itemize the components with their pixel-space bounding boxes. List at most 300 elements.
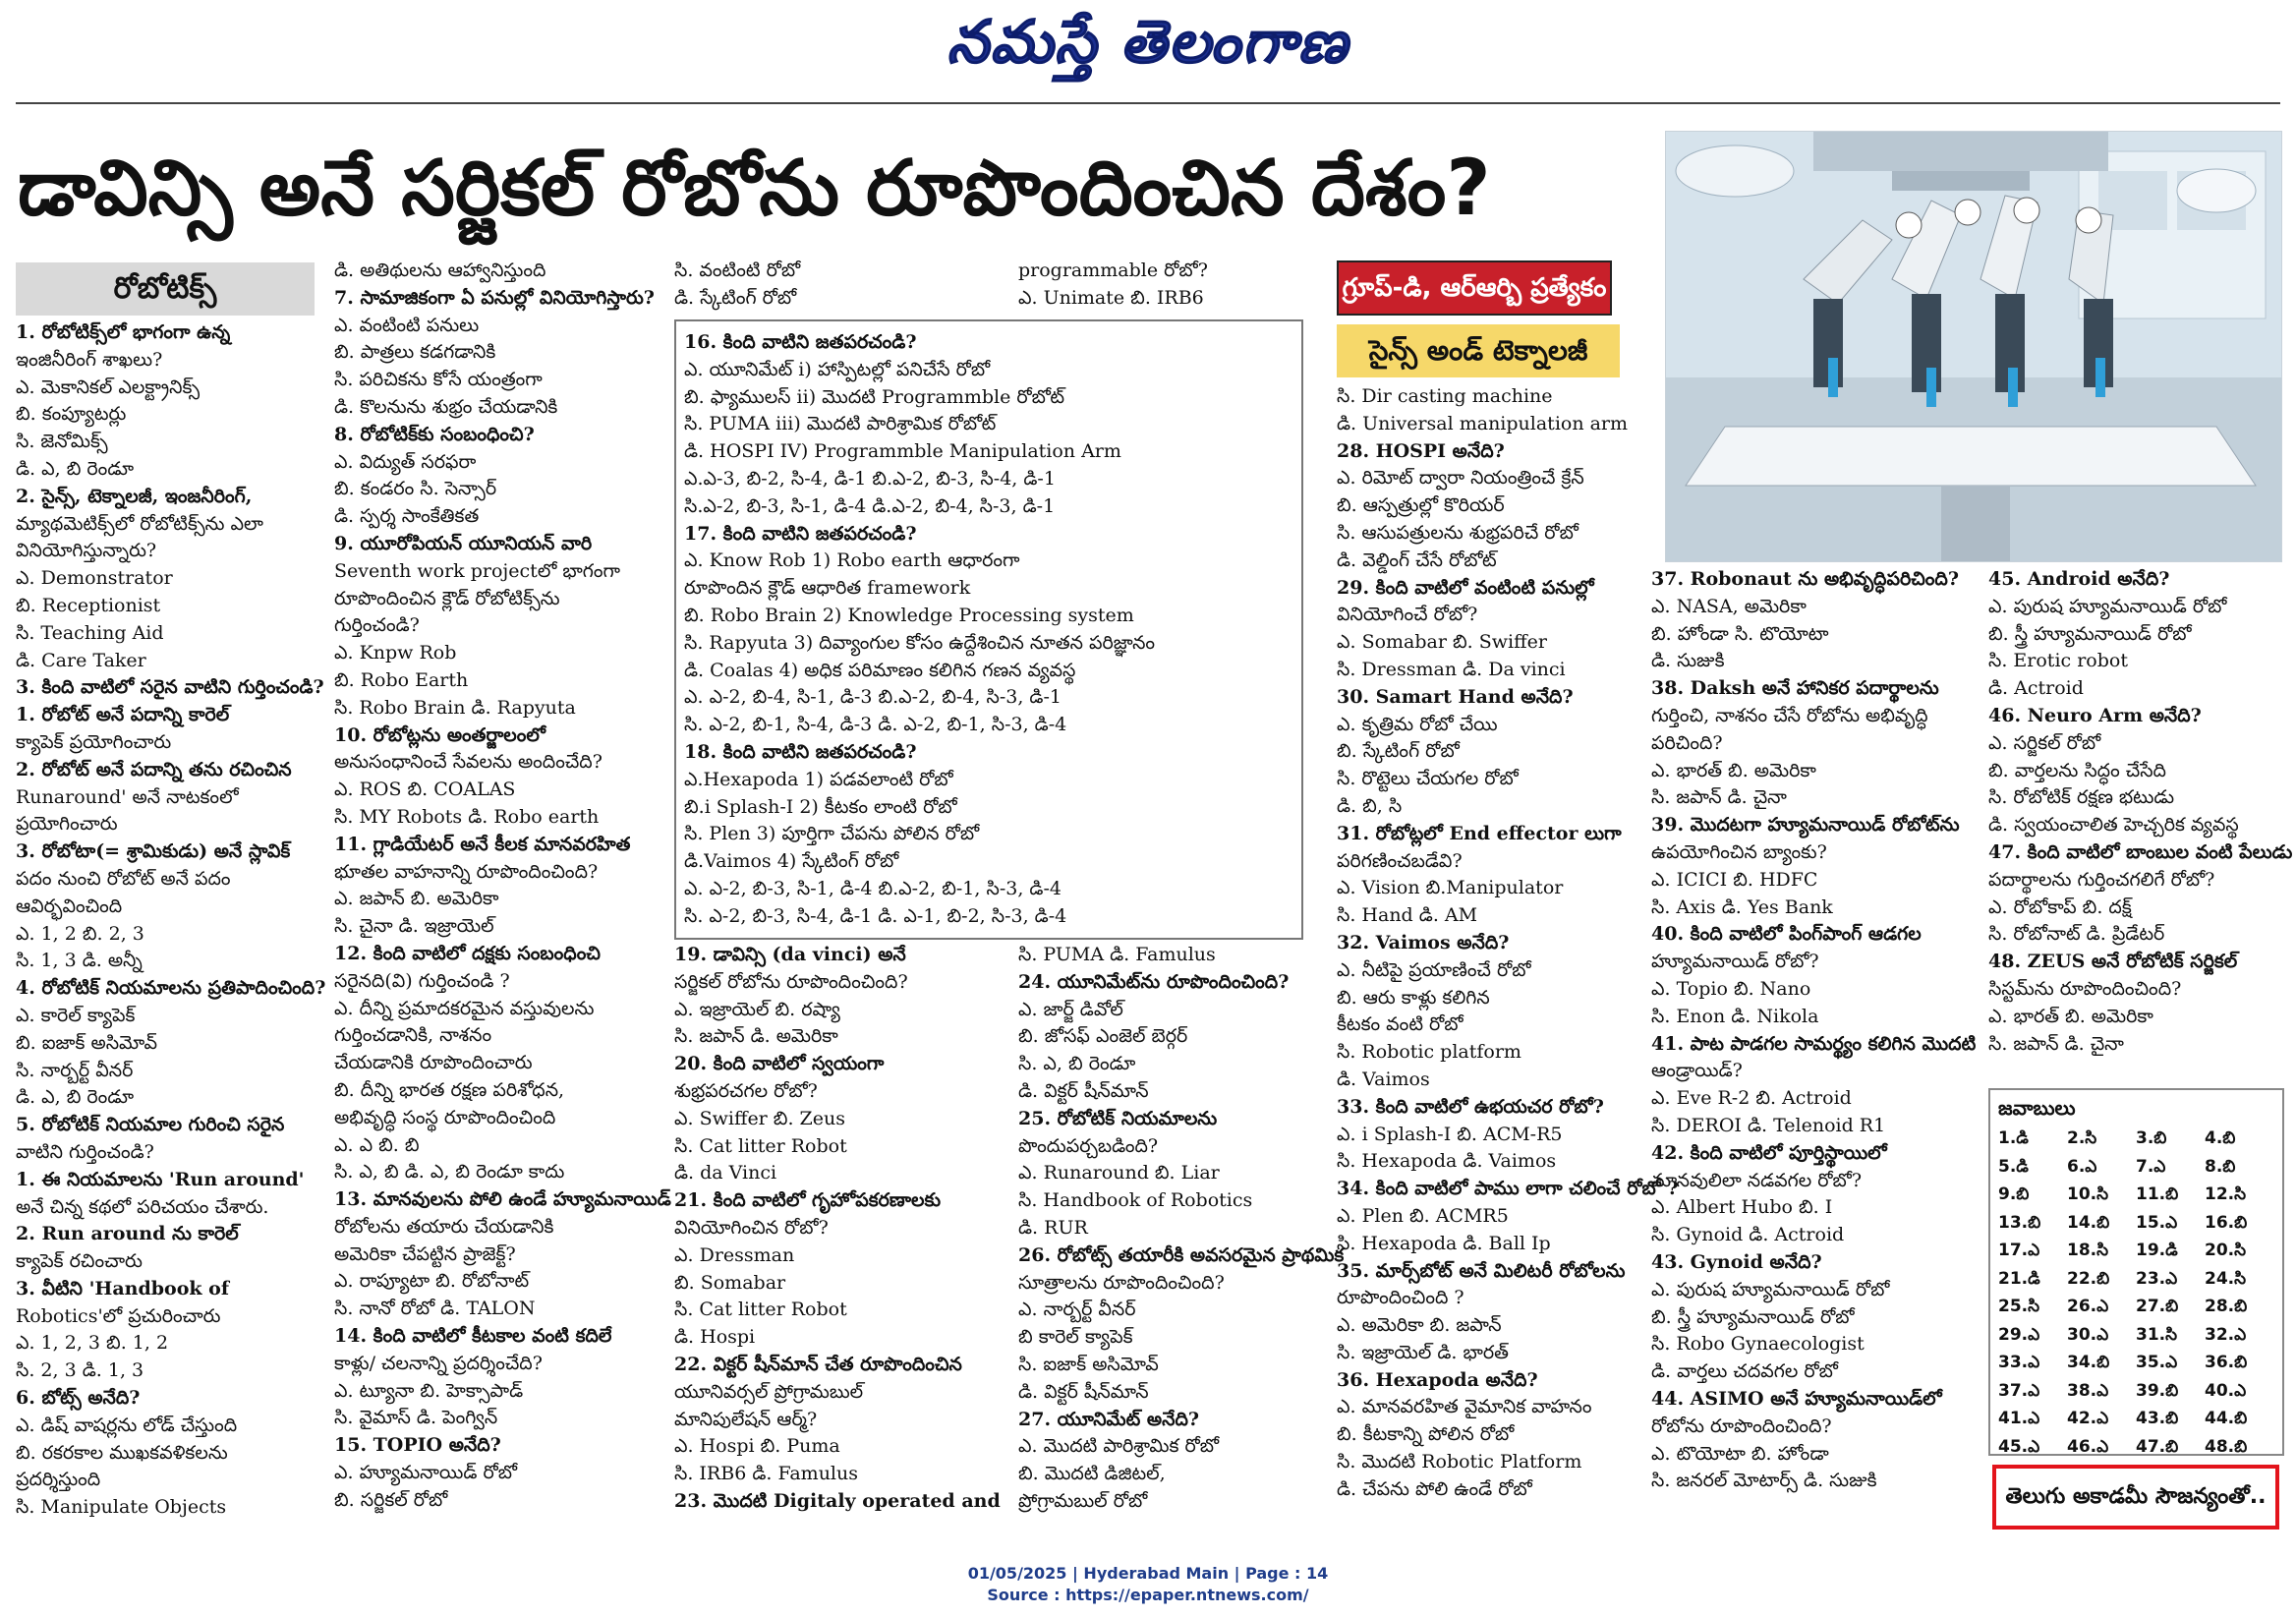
question-column-3 [674,942,1018,1531]
question-line: 3. వీటిని 'Handbook of [16,1277,230,1299]
question-line: డి. స్వయంచాలిత హెచ్చరిక వ్యవస్థ [1988,814,2239,837]
question-line: డి.Vaimos 4) స్కేటింగ్ రోబో [684,850,899,873]
question-line: ఎ. పురుష హ్యూమనాయిడ్ రోబో [1988,595,2227,617]
headline: డావిన్సి అనే సర్జికల్ రోబోను రూపొందించిన దేశం? [18,144,1491,233]
question-line: ఎ. Dressman [674,1243,795,1266]
question-line: సర్జికల్ రోబోను రూపొందించింది? [674,970,908,993]
question-line: ఎ. Runaround బి. Liar [1018,1162,1220,1184]
question-line: సి. 1, 3 డి. అన్నీ [16,950,143,972]
answer-cell: 11.బి [2136,1184,2179,1205]
question-line: డి. RUR [1018,1216,1088,1239]
question-line: డి. అతిథులను ఆహ్వానిస్తుంది [334,260,546,281]
masthead [0,8,2296,88]
question-line: బి. ఐజాక్ అసిమోవ్ [16,1031,158,1054]
question-line: సి. రొట్టెలు చేయగల రోబో [1337,768,1519,790]
question-column-4 [1018,942,1345,1531]
answer-cell: 34.బి [2067,1353,2110,1373]
question-line: ఎ. Plen బి. ACMR5 [1337,1204,1509,1227]
question-line: ఎ. డిష్ వాషర్లను లోడ్ చేస్తుంది [16,1414,238,1436]
question-line: 16. కింది వాటిని జతపరచండి? [684,331,917,353]
question-line: 47. కింది వాటిలో బాంబుల వంటి పేలుడు [1988,840,2293,863]
answer-cell: 46.ఎ [2067,1436,2109,1457]
answer-cell: 43.బి [2136,1409,2179,1429]
answer-cell: 15.ఎ [2136,1212,2178,1233]
question-line: బి. ఆస్పత్రుల్లో కొరియర్ [1337,494,1505,517]
answer-cell: 20.సి [2205,1241,2247,1261]
question-line: 1. రోబోటిక్స్‌లో భాగంగా ఉన్న [16,321,231,343]
question-line: 31. రోబోట్లలో End effector లుగా [1337,822,1622,844]
question-line: సి. రోబోనాట్ డి. ప్రిడేటర్ [1988,923,2165,946]
question-line: సి. ఎ, బి డి. ఎ, బి రెండూ కాదు [334,1161,565,1184]
question-line: ఎ. Somabar బి. Swiffer [1337,631,1547,654]
question-line: కీటకం వంటి రోబో [1337,1013,1464,1036]
question-line: సి. Hexapoda డి. Ball Ip [1337,1232,1551,1254]
question-line: సి. Cat litter Robot [674,1299,847,1321]
question-line: క్యాపెక్ రచించారు [16,1250,143,1273]
question-line: 29. కింది వాటిలో వంటింటి పనుల్లో [1337,576,1594,599]
surgical-robot-photo [1665,131,2282,562]
question-line: 15. TOPIO అనేది? [334,1434,501,1457]
question-line: రూపొందించింది ? [1337,1287,1464,1309]
question-line: డి. ఎ, బి రెండూ [16,1086,135,1109]
question-line: 39. మొదటగా హ్యూమనాయిడ్ రోబోట్‌ను [1651,814,1960,837]
question-line: సి. పరిచికను కోసే యంత్రంగా [334,369,543,391]
question-line: బి. హోండా సి. టొయోటా [1651,622,1829,645]
question-line: 11. గ్లాడియేటర్ అనే కీలక మానవరహిత [334,833,631,855]
answer-cell: 12.సి [2205,1184,2247,1205]
question-line: బి. కంప్యూటర్లు [16,403,127,426]
question-line: ఎ. కారెల్ క్యాపెక్ [16,1004,136,1026]
answer-row [1998,1435,2273,1464]
question-line: ఎ. టొయోటా బి. హోండా [1651,1442,1829,1465]
question-line: బి. Receptionist [16,594,161,616]
question-column-4-top [1018,258,1313,317]
question-line: ఎ. భారత్ బి. అమెరికా [1651,759,1816,781]
answer-cell: 31.సి [2136,1324,2178,1345]
question-line: ఎ. Eve R-2 బి. Actroid [1651,1087,1852,1110]
answer-cell: 33.ఎ [1998,1353,2040,1373]
answer-cell: 39.బి [2136,1380,2179,1401]
question-line: 12. కింది వాటిలో దక్షకు సంబంధించి [334,942,601,964]
question-line: క్యాపెక్ ప్రయోగించారు [16,730,172,753]
question-line: ఎ. Knpw Rob [334,642,457,664]
question-line: కాళ్లు/ చలనాన్ని ప్రదర్శించేది? [334,1352,543,1374]
question-line: డి. వార్తలు చదవగల రోబో [1651,1360,1838,1383]
answer-cell: 7.ఎ [2136,1156,2166,1177]
question-line: 13. మానవులను పోలి ఉండే హ్యూమనాయిడ్ [334,1188,671,1211]
question-line: డి. చేపను పోలి ఉండే రోబో [1337,1477,1532,1500]
question-line: సి. ఇజ్రాయెల్ డి. భారత్ [1337,1341,1509,1363]
question-line: ఇంజినీరింగ్ శాఖలు? [16,348,163,371]
question-line: బి. వార్తలను సిద్ధం చేసేది [1988,759,2166,781]
question-line: 30. Samart Hand అనేది? [1337,685,1574,708]
question-line: ఎ. మొదటి పారిశ్రామిక రోబో [1018,1435,1220,1458]
question-line: బి. Robo Earth [334,668,469,691]
question-line: ఎ. ఎ-2, బి-3, సి-1, డి-4 బి.ఎ-2, బి-1, సి-3, డి-4 [684,877,1062,899]
question-line: ఎ. Swiffer బి. Zeus [674,1107,845,1129]
surgical-robot-illustration [1666,132,2281,561]
question-line: ఎ. విద్యుత్ సరఫరా [334,450,477,473]
exam-tag: గ్రూప్-డి, ఆర్ఆర్బి ప్రత్యేకం [1337,260,1612,316]
question-line: 22. విక్టర్ షీన్‌మాన్ చేత రూపొందించిన [674,1353,962,1375]
answer-cell: 21.డి [1998,1268,2040,1289]
question-line: ఆండ్రాయిడ్? [1651,1060,1743,1082]
question-line: ఎ. ROS బి. COALAS [334,779,516,801]
question-line: 42. కింది వాటిలో పూర్తిస్థాయిలో [1651,1141,1887,1164]
question-line: డి. Care Taker [16,649,146,671]
question-line: బి. రకరకాల ముఖకవళికలను [16,1441,228,1464]
question-line: బి. కండరం సి. సెన్సార్ [334,478,497,500]
question-line: సి. జపాన్ డి. చైనా [1988,1032,2124,1055]
answer-row [1998,1126,2273,1155]
question-line: 43. Gynoid అనేది? [1651,1250,1822,1273]
question-line: సి. Cat litter Robot [674,1134,847,1157]
question-line: పదార్థాలను గుర్తించగలిగే రోబో? [1988,868,2215,891]
question-line: ఉపయోగించిన బ్యాంకు? [1651,840,1827,863]
question-line: డి. Actroid [1988,677,2084,700]
question-line: సి. జనరల్ మోటార్స్ డి. సుజుకి [1651,1470,1877,1492]
question-line: 27. యూనిమేట్ అనేది? [1018,1408,1200,1430]
question-line: హ్యూమనాయిడ్ రోబో? [1651,951,1819,973]
answer-cell: 28.బి [2205,1297,2248,1317]
answer-row [1998,1155,2273,1184]
answer-cell: 4.బి [2205,1128,2236,1149]
question-line: వినియోగించిన రోబో? [674,1216,829,1239]
question-line: ఎ. Demonstrator [16,567,173,590]
question-line: డి. బి, సి [1337,794,1403,817]
question-line: సి. వంటింటి రోబో [674,260,801,281]
question-line: సి. నార్బర్ట్ వీనర్ [16,1059,134,1081]
question-line: అమెరికా చేపట్టిన ప్రాజెక్ట్? [334,1242,516,1265]
question-line: 44. ASIMO అనే హ్యూమనాయిడ్‌లో [1651,1387,1942,1410]
answer-key-table [1998,1126,2273,1463]
question-line: సి. Robotic platform [1337,1041,1521,1064]
question-line: బి. జోసఫ్ ఎంజెల్ బెర్గర్ [1018,1025,1188,1048]
subject-tag: సైన్స్ అండ్ టెక్నాలజీ [1337,324,1620,377]
question-line: 5. రోబోటిక్ నియమాల గురించి సరైన [16,1114,285,1136]
question-line: 41. పాట పాడగల సామర్థ్యం కలిగిన మొదటి [1651,1032,1977,1055]
question-line: ఎ. NASA, అమెరికా [1651,595,1807,617]
question-line: రూపొందించిన క్లౌడ్ రోబోటిక్స్‌ను [334,587,560,609]
question-column-3-top [674,258,999,317]
matching-questions [684,329,1293,929]
question-line: మానిపులేషన్ ఆర్మ్? [674,1408,818,1430]
question-line: సి. Gynoid డి. Actroid [1651,1224,1845,1246]
answer-key-title: జవాబులు [1998,1096,2076,1120]
question-line: 23. మొదటి Digitaly operated and [674,1489,1001,1512]
question-line: డి. Coalas 4) అధిక పరిమాణం కలిగిన గణన వ్యవస్థ [684,659,1076,681]
question-line: 2. సైన్స్, టెక్నాలజీ, ఇంజనీరింగ్, [16,485,253,507]
question-line: సి. IRB6 డి. Famulus [674,1463,858,1485]
question-line: ఎ. Know Rob 1) Robo earth ఆధారంగా [684,549,1020,572]
answer-cell: 32.ఎ [2205,1324,2247,1345]
question-line: 37. Robonaut ను అభివృద్ధిపరిచింది? [1651,568,1959,590]
question-line: బి. మొదటి డిజిటల్, [1018,1463,1166,1485]
question-line: ప్రదర్శిస్తుంది [16,1469,101,1491]
question-line: వాటిని గుర్తించండి? [16,1140,154,1163]
answer-cell: 3.బి [2136,1128,2167,1149]
question-line: గుర్తించండి? [334,614,420,637]
question-line: 6. బోట్స్ అనేది? [16,1387,141,1410]
question-line: 19. డావిన్సి (da vinci) అనే [674,944,906,965]
question-line: 45. Android అనేది? [1988,568,2170,590]
question-line: పదం నుంచి రోబోట్ అనే పదం [16,867,231,890]
question-line: సి. ఎ, బి రెండూ [1018,1053,1136,1075]
question-line: బి.i Splash-I 2) కీటకం లాంటి రోబో [684,795,957,818]
question-line: ఎ. Topio బి. Nano [1651,977,1811,1000]
question-line: శుభ్రపరచగల రోబో? [674,1079,818,1102]
question-line: ఎ. జపాన్ బి. అమెరికా [334,888,499,910]
question-line: సూత్రాలను రూపొందించింది? [1018,1271,1225,1294]
question-line: సి. Plen 3) పూర్తిగా చేపను పోలిన రోబో [684,823,980,845]
question-line: బి. స్త్రీ హ్యూమనాయిడ్ రోబో [1988,622,2192,645]
answer-cell: 45.ఎ [1998,1436,2040,1457]
answer-row [1998,1351,2273,1379]
question-line: 10. రోబోట్లను అంతర్జాలంలో [334,723,545,746]
question-line: డి. Vaimos [1337,1068,1430,1090]
question-line: 21. కింది వాటిలో గృహోపకరణాలకు [674,1189,942,1212]
question-line: డి. Hospi [674,1326,756,1349]
question-line: ఎ. ఎ బి. బి [334,1133,420,1156]
question-line: ఎ. పురుష హ్యూమనాయిడ్ రోబో [1651,1278,1890,1300]
question-line: సి. Teaching Aid [16,621,164,644]
question-line: ఎ. రిమోట్ ద్వారా నియంత్రించే క్రేన్ [1337,467,1584,490]
question-line: సి. Hexapoda డి. Vaimos [1337,1150,1557,1173]
question-line: ఎ. భారత్ బి. అమెరికా [1988,1005,2153,1027]
answer-cell: 25.సి [1998,1297,2040,1317]
question-line: డి. సుజుకి [1651,650,1725,672]
question-line: 2. రోబోట్ అనే పదాన్ని తను రచించిన [16,758,292,780]
question-line: సి. Axis డి. Yes Bank [1651,895,1833,918]
question-line: ఎ. జార్జ్ డివోల్ [1018,998,1123,1020]
question-line: బి. స్త్రీ హ్యూమనాయిడ్ రోబో [1651,1305,1855,1328]
question-line: సి. చైనా డి. ఇజ్రాయెల్ [334,915,494,938]
question-line: సి. ఐజాక్ అసిమోవ్ [1018,1353,1159,1375]
footer-edition: 01/05/2025 | Hyderabad Main | Page : 14 [967,1564,1329,1583]
question-line: ఎ. మానవరహిత వైమానిక వాహనం [1337,1396,1592,1418]
question-line: 26. రోబోట్స్ తయారీకి అవసరమైన ప్రాథమిక [1018,1243,1345,1266]
answer-cell: 47.బి [2136,1436,2179,1457]
question-line: సి. Robo Brain డి. Rapyuta [334,696,576,719]
question-line: 34. కింది వాటిలో పాము లాగా చలించే రోబో ? [1337,1178,1679,1200]
question-line: ఎ. సర్జికల్ రోబో [1988,731,2101,754]
question-line: ఎ. నార్బర్ట్ వీనర్ [1018,1299,1136,1321]
answer-key [1988,1088,2284,1456]
question-line: సి. జపాన్ డి. చైనా [1651,786,1787,809]
answer-cell: 6.ఎ [2067,1156,2097,1177]
answer-cell: 9.బి [1998,1184,2030,1205]
question-line: ఎ. ట్యూనా బి. హెక్సాపాడ్ [334,1379,524,1402]
question-line: సి. Enon డి. Nikola [1651,1005,1819,1027]
question-line: డి. స్కేటింగ్ రోబో [674,286,797,309]
question-line: ఎ. ఇజ్రాయెల్ బి. రష్యా [674,998,840,1020]
masthead-divider [16,102,2280,104]
question-line: ఎ. రోబోకాప్ బి. దక్ష్ [1988,895,2132,918]
answer-row [1998,1407,2273,1435]
answer-cell: 41.ఎ [1998,1409,2040,1429]
answer-cell: 38.ఎ [2067,1380,2109,1401]
answer-cell: 13.బి [1998,1212,2041,1233]
answer-cell: 37.ఎ [1998,1380,2040,1401]
question-column-5 [1337,383,1679,1533]
question-line: సి. వైమాస్ డి. పెంగ్విన్ [334,1407,498,1429]
question-line: సి. ఎ-2, బి-3, సి-4, డి-1 డి. ఎ-1, బి-2, సి-3, డి-4 [684,904,1067,927]
question-line: వినియోగించే రోబో? [1337,604,1478,626]
question-line: బి. సర్జికల్ రోబో [334,1488,448,1511]
question-line: అనే చిన్న కథలో పరిచయం చేశారు. [16,1195,269,1218]
answer-cell: 23.ఎ [2136,1268,2178,1289]
answer-row [1998,1323,2273,1352]
answer-cell: 35.ఎ [2136,1353,2178,1373]
question-line: యూనివర్సల్ ప్రోగ్రామబుల్ [674,1380,864,1403]
answer-row [1998,1183,2273,1211]
answer-cell: 19.డి [2136,1241,2178,1261]
answer-row [1998,1267,2273,1296]
question-line: Robotics'లో ప్రచురించారు [16,1304,221,1327]
footer-source: Source : https://epaper.ntnews.com/ [987,1586,1309,1604]
question-line: బి. కీటకాన్ని పోలిన రోబో [1337,1423,1515,1446]
question-line: 20. కింది వాటిలో స్వయంగా [674,1053,885,1075]
question-line: సరైనది(వి) గుర్తించండి ? [334,969,510,992]
question-line: మ్యాథమెటిక్స్‌లో రోబోటిక్స్‌ను ఎలా [16,512,263,535]
question-line: రోబోలను తయారు చేయడానికి [334,1215,554,1238]
question-line: సి. Handbook of Robotics [1018,1189,1253,1212]
question-line: చేయడానికి రూపొందించారు [334,1052,533,1074]
question-line: సి. PUMA డి. Famulus [1018,944,1216,965]
question-line: బి. దీన్ని భారత రక్షణ పరిశోధన, [334,1078,565,1101]
question-line: డి. Universal manipulation arm [1337,412,1629,434]
answer-cell: 44.బి [2205,1409,2248,1429]
question-line: సి. జెనోమిక్స్ [16,431,108,453]
question-line: 2. Run around ను కారెల్ [16,1223,239,1245]
question-line: 35. మార్స్‌బోట్ అనే మిలిటరీ రోబోలను [1337,1259,1626,1282]
question-line: డి. స్పర్శ సాంకేతికత [334,505,480,528]
question-line: 17. కింది వాటిని జతపరచండి? [684,522,917,545]
question-line: సి. ఎ-2, బి-1, సి-4, డి-3 డి. ఎ-2, బి-1, సి-3, డి-4 [684,714,1067,736]
footer [0,1563,2296,1606]
question-line: 24. యూనిమేట్‌ను రూపొందించింది? [1018,970,1290,993]
question-column-7 [1988,566,2293,1077]
question-line: రోబోను రూపొందించింది? [1651,1415,1832,1437]
question-line: ఎ. Albert Hubo బి. I [1651,1196,1833,1219]
question-line: సి. Manipulate Objects [16,1496,227,1519]
question-line: సిస్టమ్‌ను రూపొందించింది? [1988,977,2182,1000]
question-line: ఎ. దీన్ని ప్రమాదకరమైన వస్తువులను [334,997,595,1019]
answer-cell: 1.డి [1998,1128,2029,1149]
question-line: బి. ఆరు కాళ్లు కలిగిన [1337,986,1490,1009]
question-column-6 [1651,566,1976,1530]
question-line: 46. Neuro Arm అనేది? [1988,704,2202,726]
question-line: ఎ. 1, 2, 3 బి. 1, 2 [16,1332,169,1355]
question-line: సి. Dressman డి. Da vinci [1337,658,1566,680]
question-line: ఎ. Vision బి.Manipulator [1337,877,1564,899]
credit-box: తెలుగు అకాడమీ సౌజన్యంతో.. [1992,1465,2279,1530]
question-line: 1. రోబోట్ అనే పదాన్ని కారెల్ [16,704,230,726]
question-line: ఎ. హ్యూమనాయిడ్ రోబో [334,1462,518,1484]
question-line: 9. యూరోపియన్ యూనియన్ వారి [334,532,593,554]
question-line: సి. Rapyuta 3) దివ్యాంగుల కోసం ఉద్దేశించిన నూతన పరిజ్ఞానం [684,631,1156,654]
question-line: Seventh work projectలో భాగంగా [334,559,620,582]
question-line: 18. కింది వాటిని జతపరచండి? [684,740,917,763]
question-line: సి. మొదటి Robotic Platform [1337,1451,1582,1473]
question-line: వినియోగిస్తున్నారు? [16,540,157,562]
question-line: సి. 2, 3 డి. 1, 3 [16,1359,144,1382]
question-line: సి. Dir casting machine [1337,385,1553,407]
question-line: ఎ. వంటింటి పనులు [334,314,480,336]
answer-row [1998,1295,2273,1323]
question-line: బి. పాత్రలు కడగడానికి [334,341,496,364]
answer-cell: 40.ఎ [2205,1380,2247,1401]
question-line: 8. రోబోటిక్‌కు సంబంధించి? [334,423,535,445]
answer-cell: 8.బి [2205,1156,2236,1177]
question-line: డి. వెల్డింగ్ చేసే రోబోట్ [1337,549,1497,571]
question-column-1 [16,319,328,1529]
question-line: సి. MY Robots డి. Robo earth [334,805,600,828]
question-line: సి. Robo Gynaecologist [1651,1333,1865,1356]
answer-cell: 10.సి [2067,1184,2109,1205]
answer-cell: 14.బి [2067,1212,2110,1233]
question-line: 14. కింది వాటిలో కీటకాల వంటి కదిలే [334,1325,612,1348]
question-line: ఎ. కృత్రిమ రోబో చేయి [1337,713,1498,735]
question-line: 36. Hexapoda అనేది? [1337,1368,1538,1391]
question-line: సి. PUMA iii) మొదటి పారిశ్రామిక రోబోట్ [684,413,997,435]
question-line: గుర్తించి, నాశనం చేసే రోబోను అభివృద్ధి [1651,704,1928,726]
question-line: 33. కింది వాటిలో ఉభయచర రోబో? [1337,1095,1604,1118]
question-line: డి. విక్టర్ షీన్‌మాన్ [1018,1380,1149,1403]
question-line: భూతల వాహనాన్ని రూపొందించింది? [334,860,599,883]
question-line: 38. Daksh అనే హానికర పదార్థాలను [1651,677,1939,700]
question-line: సి. DEROI డి. Telenoid R1 [1651,1114,1886,1136]
question-line: సి. ఆసుపత్రులను శుభ్రపరిచే రోబో [1337,521,1578,544]
question-line: పరిగణించబడేవి? [1337,849,1463,872]
question-line: మానవులిలా నడవగల రోబో? [1651,1169,1863,1191]
answer-cell: 24.సి [2205,1268,2247,1289]
question-line: అభివృద్ధి సంస్థ రూపొందించింది [334,1106,556,1128]
question-line: ఎ.ఎ-3, బి-2, సి-4, డి-1 బి.ఎ-2, బి-3, సి-4, డి-1 [684,467,1056,490]
answer-cell: 26.ఎ [2067,1297,2109,1317]
answer-cell: 16.బి [2205,1212,2248,1233]
question-line: పొందుపర్చబడింది? [1018,1134,1159,1157]
question-line: ఎ. ఎ-2, బి-4, సి-1, డి-3 బి.ఎ-2, బి-4, సి-3, డి-1 [684,686,1062,709]
question-line: డి. da Vinci [674,1162,777,1184]
question-line: 32. Vaimos అనేది? [1337,931,1510,953]
question-line: 28. HOSPI అనేది? [1337,439,1505,462]
question-line: 25. రోబోటిక్ నియమాలను [1018,1107,1218,1129]
answer-cell: 2.సి [2067,1128,2097,1149]
question-line: ఎ. యూనిమేట్ i) హాస్పిటల్లో పనిచేసే రోబో [684,358,991,380]
section-heading: రోబోటిక్స్ [16,262,315,316]
question-line: సి. Erotic robot [1988,650,2128,672]
question-line: ఎ. Unimate బి. IRB6 [1018,286,1204,309]
answer-cell: 30.ఎ [2067,1324,2109,1345]
question-line: ఎ. Hospi బి. Puma [674,1435,840,1458]
question-line: 3. రోబోటా(= శ్రామికుడు) అనే స్లావిక్ [16,840,291,863]
question-line: ఎ. ICICI బి. HDFC [1651,868,1818,891]
question-line: డి. కొలనును శుభ్రం చేయడానికి [334,395,558,418]
question-line: ఎ. i Splash-I బి. ACM-R5 [1337,1123,1563,1145]
answer-row [1998,1211,2273,1240]
answer-cell: 48.బి [2205,1436,2248,1457]
question-line: 7. సామాజికంగా ఏ పనుల్లో వినియోగిస్తారు? [334,286,655,309]
question-line: బి. Somabar [674,1271,786,1294]
question-line: 4. రోబోటిక్ నియమాలను ప్రతిపాదించింది? [16,977,326,1000]
question-line: డి. ఎ, బి రెండూ [16,457,135,480]
question-line: డి. విక్టర్ షీన్‌మాన్ [1018,1079,1149,1102]
question-line: పరిచింది? [1651,731,1723,754]
answer-cell: 22.బి [2067,1268,2110,1289]
question-line: సి. Hand డి. AM [1337,904,1478,927]
question-line: 3. కింది వాటిలో సరైన వాటిని గుర్తించండి? [16,676,324,699]
